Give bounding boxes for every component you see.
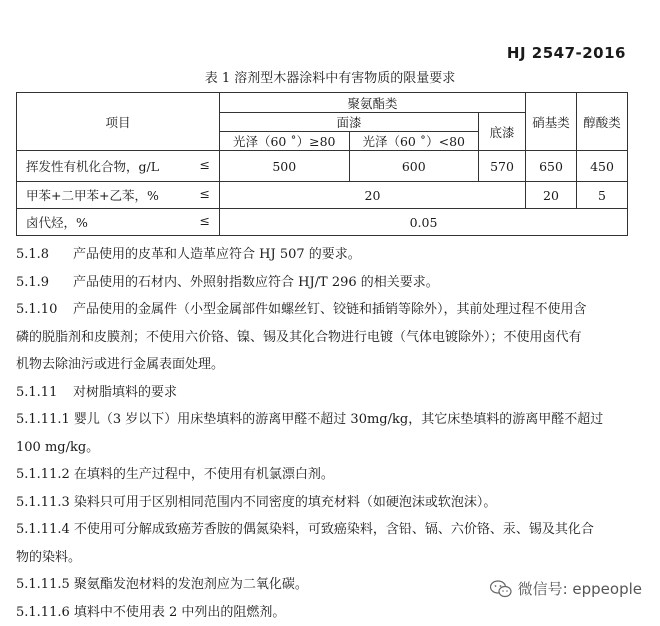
paragraph-line: 5.1.11.6 填料中不使用表 2 中列出的阻燃剂。 <box>16 599 640 626</box>
body-text <box>16 241 640 626</box>
row-label: 卤代烃，% ≤ <box>17 209 220 236</box>
header-topcoat: 面漆 <box>220 113 479 132</box>
table-cell: 5 <box>577 182 628 209</box>
wechat-icon <box>490 580 512 598</box>
paragraph-line: 5.1.11.1 婴儿（3 岁以下）用床垫填料的游离甲醛不超过 30mg/kg，其它床垫填料的游离甲醛不超过 <box>16 406 640 434</box>
paragraph-line: 5.1.10 产品使用的金属件（小型金属部件如螺丝钉、铰链和插销等除外），其前处理过程不使用含 <box>16 296 640 324</box>
table-cell: 450 <box>577 151 628 182</box>
table-cell: 0.05 <box>220 209 628 236</box>
table-cell: 600 <box>349 151 479 182</box>
paragraph-line: 5.1.11.3 染料只可用于区别相同范围内不同密度的填充材料（如硬泡沫或软泡沫）。 <box>16 489 640 517</box>
watermark-text: 微信号: eppeople <box>518 578 642 599</box>
table-cell: 20 <box>220 182 526 209</box>
paragraph-line: 5.1.11.2 在填料的生产过程中，不使用有机氯漂白剂。 <box>16 461 640 489</box>
table-cell: 570 <box>479 151 526 182</box>
table-row <box>17 209 628 236</box>
row-label: 甲苯+二甲苯+乙苯，% ≤ <box>17 182 220 209</box>
paragraph-line: 100 mg/kg。 <box>16 434 640 462</box>
header-polyurethane: 聚氨酯类 <box>220 93 526 113</box>
table-cell: 500 <box>220 151 350 182</box>
standard-code: HJ 2547-2016 <box>507 44 626 62</box>
header-alkyd: 醇酸类 <box>577 93 628 151</box>
row-label: 挥发性有机化合物，g/L ≤ <box>17 151 220 182</box>
table-row <box>17 182 628 209</box>
table-title: 表 1 溶剂型木器涂料中有害物质的限量要求 <box>0 67 660 86</box>
paragraph-line: 物的染料。 <box>16 544 640 572</box>
wechat-watermark <box>490 578 642 599</box>
paragraph-line: 5.1.8 产品使用的皮革和人造革应符合 HJ 507 的要求。 <box>16 241 640 269</box>
header-gloss-high: 光泽（60 ˚）≥80 <box>220 132 350 151</box>
paragraph-line: 5.1.11.4 不使用可分解成致癌芳香胺的偶氮染料，可致癌染料，含铅、镉、六价铬、汞、锡及其化合 <box>16 516 640 544</box>
paragraph-line: 5.1.11.5 聚氨酯发泡材料的发泡剂应为二氧化碳。 <box>16 571 640 599</box>
paragraph-line: 磷的脱脂剂和皮膜剂；不使用六价铬、镍、锡及其化合物进行电镀（气体电镀除外）；不使用卤代有 <box>16 324 640 352</box>
header-primer: 底漆 <box>479 113 526 151</box>
limits-table <box>16 92 628 236</box>
header-nitro: 硝基类 <box>526 93 577 151</box>
paragraph-line: 5.1.11 对树脂填料的要求 <box>16 379 640 407</box>
table-row <box>17 151 628 182</box>
table-cell: 20 <box>526 182 577 209</box>
table-cell: 650 <box>526 151 577 182</box>
header-gloss-low: 光泽（60 ˚）<80 <box>349 132 479 151</box>
paragraph-line: 5.1.9 产品使用的石材内、外照射指数应符合 HJ/T 296 的相关要求。 <box>16 269 640 297</box>
paragraph-line: 机物去除油污或进行金属表面处理。 <box>16 351 640 379</box>
header-item: 项目 <box>17 93 220 151</box>
